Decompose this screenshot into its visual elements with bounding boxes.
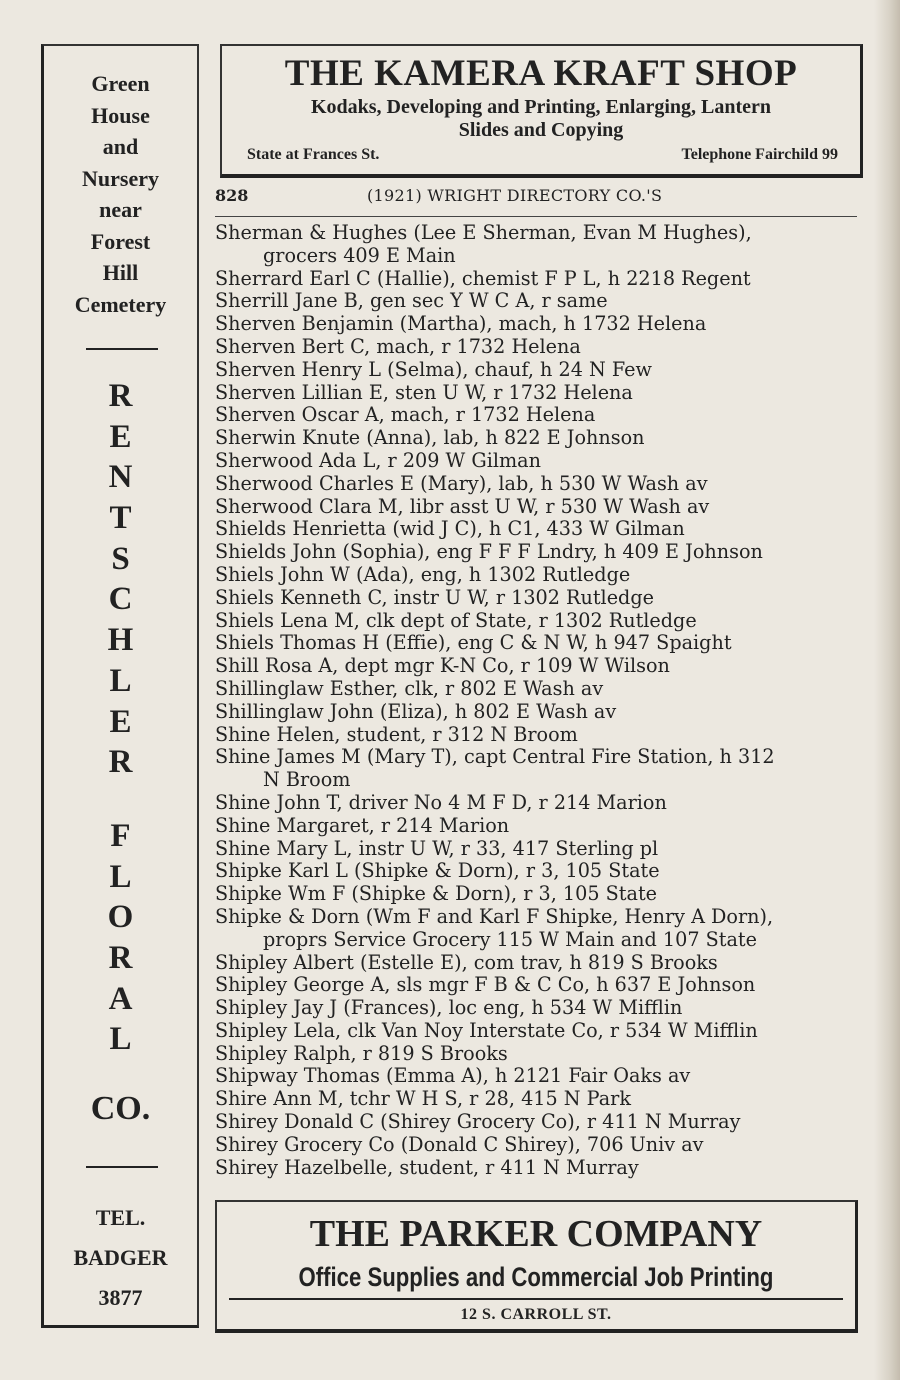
directory-entry <box>215 587 865 610</box>
header-rule <box>215 216 857 217</box>
directory-entry <box>215 701 865 724</box>
vertical-letter: C <box>108 581 133 618</box>
ad-underline <box>229 1298 843 1300</box>
directory-entry <box>215 997 865 1020</box>
entry-text: Sherven Bert C, mach, r 1732 Helena <box>215 334 581 358</box>
entry-text: Shire Ann M, tchr W H S, r 28, 415 N Park <box>215 1087 631 1111</box>
directory-entry <box>215 290 865 313</box>
ad-services-line: Kodaks, Developing and Printing, Enlarging, Lantern <box>310 96 772 118</box>
directory-entry <box>215 655 865 678</box>
directory-entry <box>215 974 865 997</box>
entry-text: Sherven Oscar A, mach, r 1732 Helena <box>215 403 596 427</box>
directory-entry <box>215 1157 865 1180</box>
vertical-letter: R <box>108 940 133 977</box>
entry-text: Shipke & Dorn (Wm F and Karl F Shipke, Henry A Dorn), <box>215 904 774 928</box>
directory-entry <box>215 746 865 792</box>
entry-text: Shine James M (Mary T), capt Central Fire Station, h 312 <box>215 745 775 769</box>
vertical-letter: S <box>111 540 130 577</box>
directory-entry <box>215 678 865 701</box>
parker-company-ad <box>215 1200 858 1333</box>
directory-entry <box>215 382 865 405</box>
nursery-text <box>44 68 197 320</box>
ad-address: State at Frances St. <box>247 146 380 163</box>
telephone-block <box>44 1198 197 1318</box>
directory-entry <box>215 541 865 564</box>
directory-entry <box>215 336 865 359</box>
entry-text: Sherman & Hughes (Lee E Sherman, Evan M Hughes), <box>215 221 752 244</box>
entry-text: Sherven Lillian E, sten U W, r 1732 Helena <box>215 380 633 404</box>
entry-text: Shiels John W (Ada), eng, h 1302 Rutledge <box>215 562 631 586</box>
sidebar-ad-rentschler-floral <box>41 44 199 1328</box>
entry-text: Shipway Thomas (Emma A), h 2121 Fair Oaks av <box>215 1064 691 1088</box>
entry-text: Shipke Wm F (Shipke & Dorn), r 3, 105 State <box>215 882 658 906</box>
entry-text: Sherwin Knute (Anna), lab, h 822 E Johnson <box>215 426 645 450</box>
ad-title: THE PARKER COMPANY <box>309 1213 763 1255</box>
directory-entry <box>215 313 865 336</box>
nursery-line: and <box>102 134 139 159</box>
entry-text: Shirey Donald C (Shirey Grocery Co), r 411 N Murray <box>215 1110 741 1134</box>
ad-services-line: Slides and Copying <box>458 119 624 141</box>
directory-entry <box>215 404 865 427</box>
entry-text: Sherven Henry L (Selma), chauf, h 24 N Few <box>215 357 652 381</box>
entry-text: Shipke Karl L (Shipke & Dorn), r 3, 105 State <box>215 859 660 883</box>
directory-entry <box>215 1065 865 1088</box>
entry-text: Shipley Ralph, r 819 S Brooks <box>215 1041 508 1065</box>
directory-entry <box>215 1088 865 1111</box>
telephone-line: TEL. <box>95 1205 146 1230</box>
directory-entry <box>215 450 865 473</box>
directory-entry <box>215 1111 865 1134</box>
entry-text: Shirey Hazelbelle, student, r 411 N Murray <box>215 1155 639 1179</box>
entry-text: Shields John (Sophia), eng F F F Lndry, h 409 E Johnson <box>215 540 763 564</box>
directory-entry <box>215 632 865 655</box>
page-edge <box>874 0 900 1380</box>
directory-entry <box>215 1020 865 1043</box>
entry-text: Sherwood Clara M, libr asst U W, r 530 W Wash av <box>215 494 710 518</box>
entry-continuation: proprs Service Grocery 115 W Main and 107 State <box>263 927 758 951</box>
entry-text: Shipley Albert (Estelle E), com trav, h 819 S Brooks <box>215 950 718 974</box>
directory-entry <box>215 952 865 975</box>
vertical-letter: T <box>109 500 132 537</box>
directory-entry <box>215 496 865 519</box>
entry-text: Shiels Thomas H (Effie), eng C & N W, h 947 Spaight <box>215 631 732 655</box>
vertical-letter: O <box>107 899 134 936</box>
directory-entry <box>215 518 865 541</box>
directory-entry <box>215 564 865 587</box>
entry-continuation: N Broom <box>263 768 351 792</box>
directory-entry <box>215 427 865 450</box>
entry-text: Shirey Grocery Co (Donald C Shirey), 706 Univ av <box>215 1132 704 1156</box>
directory-entry <box>215 1043 865 1066</box>
directory-entry <box>215 610 865 633</box>
entry-text: Shiels Lena M, clk dept of State, r 1302 Rutledge <box>215 608 697 632</box>
directory-entries <box>215 222 865 1179</box>
nursery-line: Forest <box>90 228 151 254</box>
vertical-letter: A <box>108 980 133 1017</box>
entry-text: Sherven Benjamin (Martha), mach, h 1732 Helena <box>215 312 707 336</box>
nursery-line: House <box>91 102 150 128</box>
vertical-letter: F <box>110 818 131 854</box>
entry-text: Shine Margaret, r 214 Marion <box>215 813 510 837</box>
floral-vertical-text <box>44 816 197 1060</box>
directory-entry <box>215 1134 865 1157</box>
entry-text: Shipley Lela, clk Van Noy Interstate Co, r 534 W Mifflin <box>215 1018 758 1042</box>
nursery-line: Hill <box>102 260 139 285</box>
vertical-letter: R <box>108 744 133 781</box>
directory-entry <box>215 883 865 906</box>
ad-address: 12 S. CARROLL ST. <box>460 1306 612 1323</box>
entry-text: Shipley George A, sls mgr F B & C Co, h 637 E Johnson <box>215 973 756 997</box>
entry-text: Sherwood Charles E (Mary), lab, h 530 W Wash av <box>215 471 708 495</box>
directory-entry <box>215 792 865 815</box>
vertical-letter: H <box>107 622 134 659</box>
telephone-line: BADGER <box>73 1245 168 1270</box>
ad-services <box>232 96 850 142</box>
entry-text: Shillinglaw John (Eliza), h 802 E Wash av <box>215 699 617 723</box>
entry-text: Sherrard Earl C (Hallie), chemist F P L, h 2218 Regent <box>215 266 751 290</box>
page-number: 828 <box>215 186 249 205</box>
directory-entry <box>215 838 865 861</box>
directory-entry <box>215 815 865 838</box>
vertical-letter: E <box>109 418 132 455</box>
nursery-line: Cemetery <box>74 291 167 317</box>
page-header <box>215 186 857 212</box>
entry-text: Shine Helen, student, r 312 N Broom <box>215 722 578 746</box>
entry-text: Shill Rosa A, dept mgr K-N Co, r 109 W Wilson <box>215 654 670 678</box>
vertical-letter: L <box>109 662 132 699</box>
entry-text: Shine John T, driver No 4 M F D, r 214 Marion <box>215 790 667 814</box>
directory-entry <box>215 268 865 291</box>
publisher-title: (1921) WRIGHT DIRECTORY CO.'S <box>367 186 663 205</box>
kamera-kraft-ad <box>220 44 863 178</box>
nursery-line: Nursery <box>82 165 159 191</box>
sidebar-divider <box>86 1166 158 1168</box>
nursery-line: near <box>99 197 142 222</box>
sidebar-divider <box>86 348 158 350</box>
ad-title: THE KAMERA KRAFT SHOP <box>284 53 798 94</box>
directory-entry <box>215 724 865 747</box>
directory-entry <box>215 906 865 952</box>
telephone-line: 3877 <box>98 1285 143 1310</box>
entry-text: Sherrill Jane B, gen sec Y W C A, r same <box>215 289 608 313</box>
directory-entry <box>215 860 865 883</box>
vertical-letter: N <box>108 459 133 496</box>
vertical-letter: R <box>108 378 133 414</box>
entry-text: Shine Mary L, instr U W, r 33, 417 Sterling pl <box>215 836 659 860</box>
entry-continuation: grocers 409 E Main <box>263 243 456 267</box>
entry-text: Shields Henrietta (wid J C), h C1, 433 W Gilman <box>215 517 685 541</box>
directory-entry <box>215 359 865 382</box>
rentschler-vertical-text <box>44 376 197 783</box>
vertical-letter: E <box>109 703 132 740</box>
entry-text: Shipley Jay J (Frances), loc eng, h 534 W Mifflin <box>215 996 683 1020</box>
directory-entry <box>215 222 865 268</box>
entry-text: Sherwood Ada L, r 209 W Gilman <box>215 448 541 472</box>
entry-text: Shiels Kenneth C, instr U W, r 1302 Rutledge <box>215 585 654 609</box>
ad-tagline: Office Supplies and Commercial Job Printing <box>298 1262 774 1292</box>
entry-text: Shillinglaw Esther, clk, r 802 E Wash av <box>215 676 604 700</box>
directory-entry <box>215 473 865 496</box>
co-text: CO. <box>90 1090 151 1127</box>
vertical-letter: L <box>109 1021 132 1058</box>
vertical-letter: L <box>109 858 132 895</box>
ad-phone: Telephone Fairchild 99 <box>681 146 838 163</box>
nursery-line: Green <box>91 71 150 96</box>
